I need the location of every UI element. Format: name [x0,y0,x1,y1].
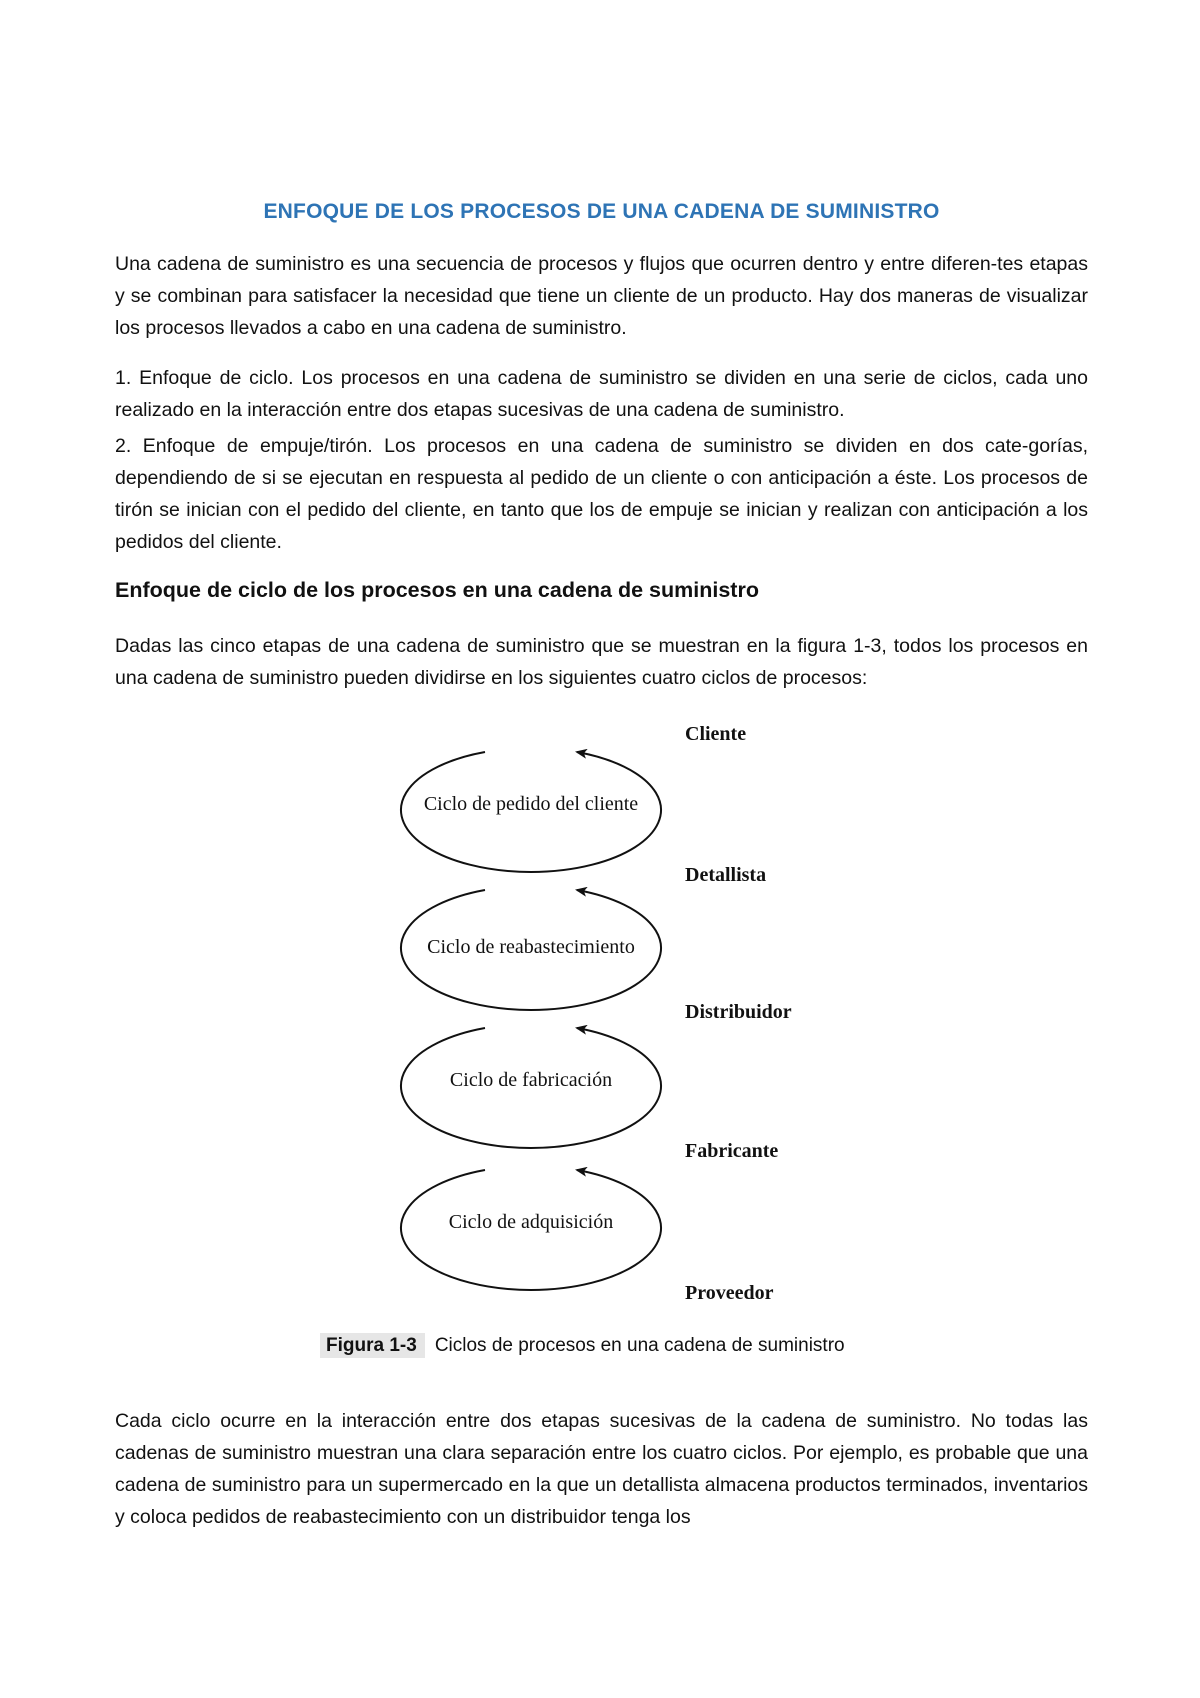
document-title: ENFOQUE DE LOS PROCESOS DE UNA CADENA DE SUMINISTRO [263,200,940,223]
stage-label-distribuidor: Distribuidor [685,1001,792,1023]
point-1-paragraph: 1. Enfoque de ciclo. Los procesos en una cadena de suministro se dividen en una serie de ciclos, cada uno realizado en la interacción entre dos etapas sucesivas de una cadena de suministro. [115,367,1088,421]
cycle-label-replenishment: Ciclo de reabastecimiento [427,936,635,958]
cycles-figure [115,720,1088,1330]
stage-label-proveedor: Proveedor [685,1282,774,1304]
intro-paragraph: Una cadena de suministro es una secuencia de procesos y flujos que ocurren dentro y entre diferen-tes etapas y se combinan para satisfacer la necesidad que tiene un cliente de un producto. Hay dos maneras de visualizar los procesos llevados a cabo en una cadena de suministro. [115,253,1088,339]
figure-caption-text: Ciclos de procesos en una cadena de suministro [434,1335,845,1356]
stage-label-detallista: Detallista [685,864,767,886]
stage-label-cliente: Cliente [685,723,747,745]
cycle-label-procurement: Ciclo de adquisición [448,1211,614,1233]
closing-paragraph: Cada ciclo ocurre en la interacción entre dos etapas sucesivas de la cadena de suministro. No todas las cadenas de suministro muestran una clara separación entre los cuatro ciclos. Por ejemplo, es probable que una cadena de suministro para un supermercado en la que un detallista almacena productos terminados, inventarios y coloca pedidos de reabastecimiento con un distribuidor tenga los [115,1410,1088,1528]
cycle-label-manufacturing: Ciclo de fabricación [449,1069,613,1091]
cycle-label-order: Ciclo de pedido del cliente [423,793,639,815]
section-heading: Enfoque de ciclo de los procesos en una cadena de suministro [115,578,759,602]
section-intro-paragraph: Dadas las cinco etapas de una cadena de suministro que se muestran en la figura 1-3, todos los procesos en una cadena de suministro pueden dividirse en los siguientes cuatro ciclos de procesos: [115,635,1088,689]
figure-caption-label: Figura 1-3 [320,1333,425,1358]
supply-chain-cycles-diagram [115,720,1088,1330]
point-2-paragraph: 2. Enfoque de empuje/tirón. Los procesos en una cadena de suministro se dividen en dos cate-gorías, dependiendo de si se ejecutan en respuesta al pedido de un cliente o con anticipación a éste. Los procesos de tirón se inician con el pedido del cliente, en tanto que los de empuje se inician y realizan con anticipación a los pedidos del cliente. [115,435,1088,553]
stage-label-fabricante: Fabricante [685,1140,779,1162]
figure-caption [320,1335,845,1357]
